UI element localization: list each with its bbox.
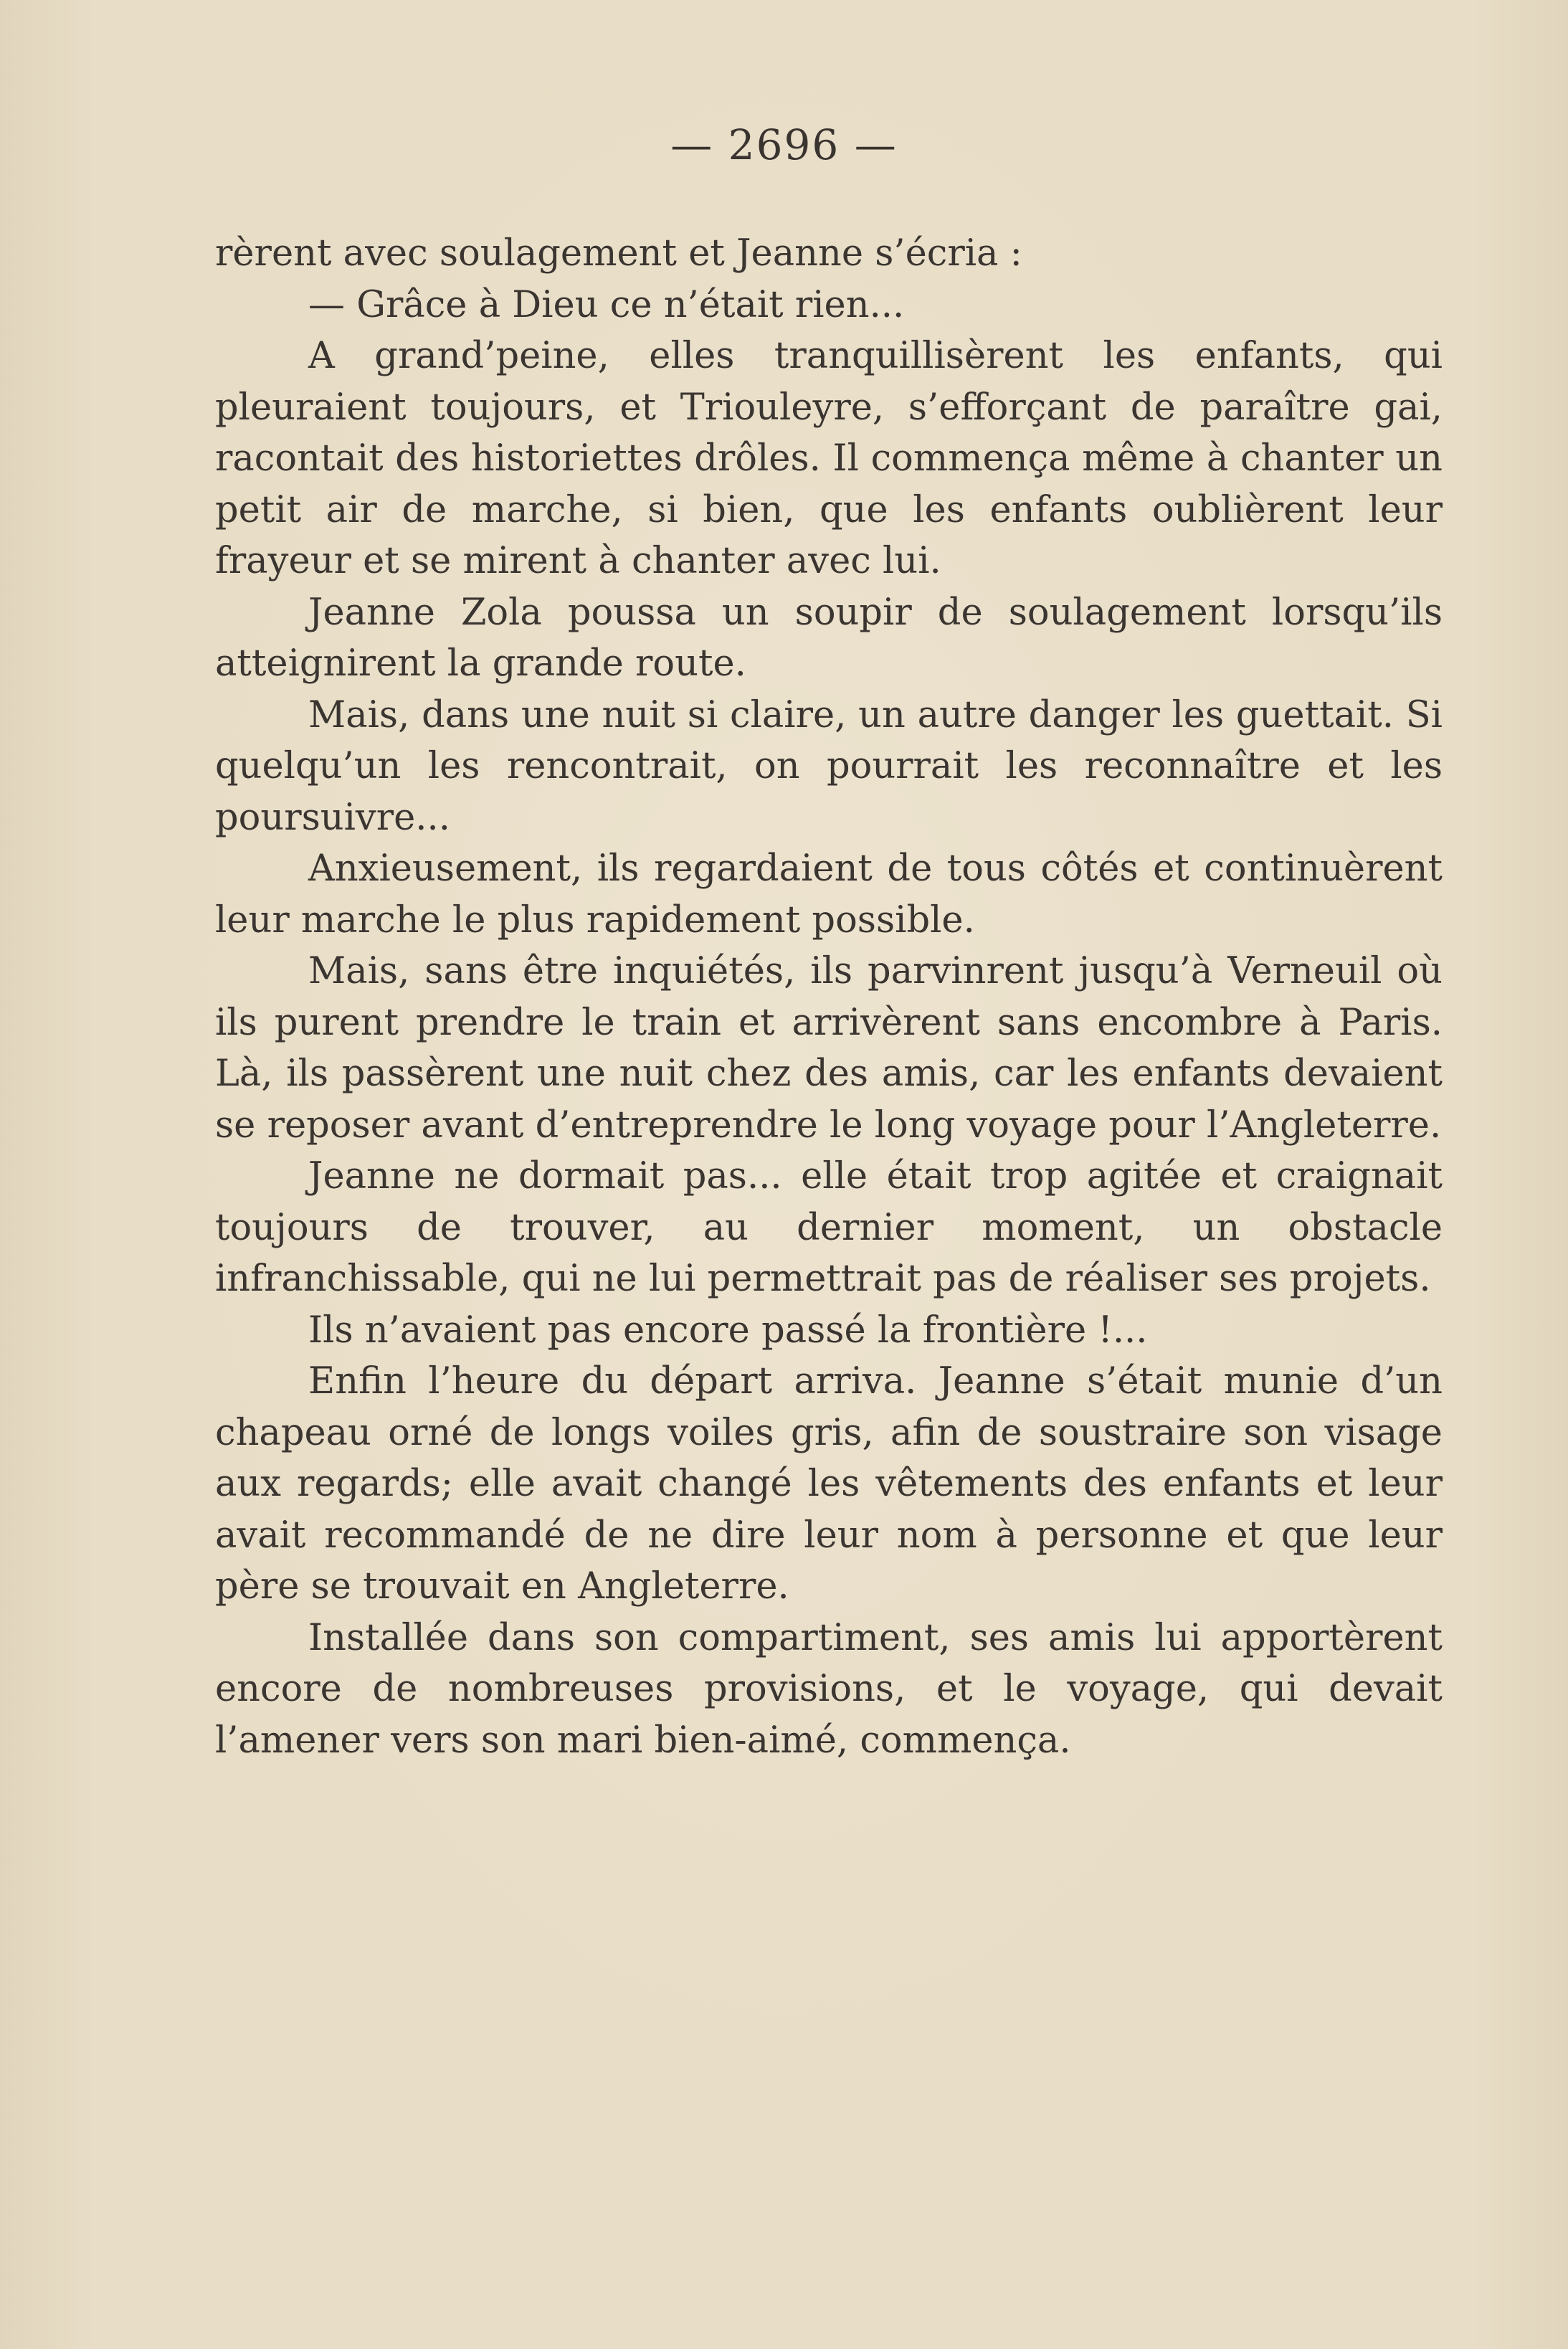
paragraph: rèrent avec soulagement et Jeanne s’écria : [215, 232, 1022, 275]
paragraph: Anxieusement, ils regardaient de tous côtés et continuèrent leur marche le plus rapidement possible. [215, 848, 1443, 941]
page-number: — 2696 — [670, 120, 898, 169]
paragraph: — Grâce à Dieu ce n’était rien... [308, 283, 905, 326]
paragraph: Mais, sans être inquiétés, ils parvinrent jusqu’à Verneuil où ils purent prendre le train et arrivèrent sans encombre à Paris. Là, ils passèrent une nuit chez des amis, car les enfants devaient se reposer avant d’entreprendre le long voyage pour l’Angleterre. [215, 950, 1443, 1147]
paragraph: Jeanne Zola poussa un soupir de soulagement lorsqu’ils atteignirent la grande route. [215, 591, 1443, 685]
paragraph: Jeanne ne dormait pas... elle était trop agitée et craignait toujours de trouver, au dernier moment, un obstacle infranchissable, qui ne lui permettrait pas de réaliser ses projets. [215, 1155, 1443, 1300]
paragraph: Enfin l’heure du départ arriva. Jeanne s’était munie d’un chapeau orné de longs voiles gris, afin de soustraire son visage aux regards; elle avait changé les vêtements des enfants et leur avait recommandé de ne dire leur nom à personne et que leur père se trouvait en Angleterre. [215, 1360, 1443, 1608]
paragraph: Mais, dans une nuit si claire, un autre danger les guettait. Si quelqu’un les rencontrait, on pourrait les reconnaître et les poursuivre... [215, 693, 1443, 839]
body-text [215, 228, 1443, 1766]
paragraph: Ils n’avaient pas encore passé la frontière !... [308, 1309, 1148, 1352]
paragraph: Installée dans son compartiment, ses amis lui apportèrent encore de nombreuses provisions, et le voyage, qui devait l’amener vers son mari bien-aimé, commença. [215, 1616, 1443, 1762]
paragraph: A grand’peine, elles tranquillisèrent les enfants, qui pleuraient toujours, et Triouleyre, s’efforçant de paraître gai, racontait des historiettes drôles. Il commença même à chanter un petit air de marche, si bien, que les enfants oublièrent leur frayeur et se mirent à chanter avec lui. [215, 335, 1443, 582]
